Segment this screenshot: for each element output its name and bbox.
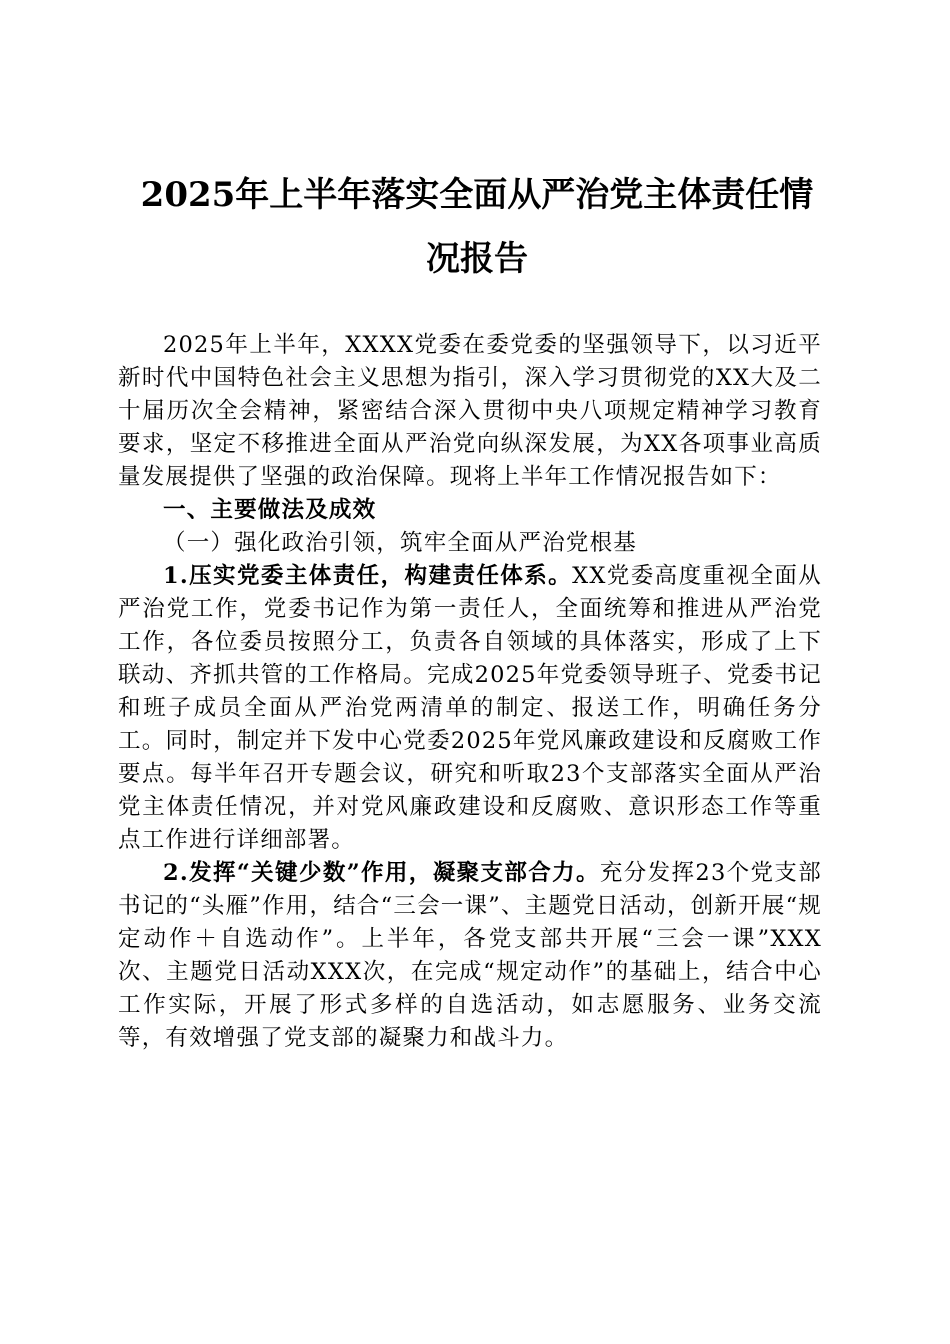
section-heading-1: 一、主要做法及成效 — [163, 497, 377, 523]
intro-paragraph: 2025年上半年，XXXX党委在委党委的坚强领导下，以习近平新时代中国特色社会主义思想为指引，深入学习贯彻党的XX大及二十届历次全会精神，紧密结合深入贯彻中央八项规定精神学习教育要求，坚定不移推进全面从严治党向纵深发展，为XX各项事业高质量发展提供了坚强的政治保障。现将上半年工作情况报告如下： — [118, 332, 822, 490]
document-title-line-1: 2025年上半年落实全面从严治党主体责任情 — [140, 175, 814, 215]
document-body — [118, 329, 822, 1055]
item-2-text: 充分发挥23个党支部书记的“头雁”作用，结合“三会一课”、主题党日活动，创新开展“规定动作＋自选动作”。上半年，各党支部共开展“三会一课”XXX次、主题党日活动XXX次，在完成“规定动作”的基础上，结合中心工作实际，开展了形式多样的自选活动，如志愿服务、业务交流等，有效增强了党支部的凝聚力和战斗力。 — [118, 860, 822, 1051]
item-paragraph-1 — [118, 560, 822, 857]
item-1-text: XX党委高度重视全面从严治党工作，党委书记作为第一责任人，全面统筹和推进从严治党工作，各位委员按照分工，负责各自领域的具体落实，形成了上下联动、齐抓共管的工作格局。完成2025年党委领导班子、党委书记和班子成员全面从严治党两清单的制定、报送工作，明确任务分工。同时，制定并下发中心党委2025年党风廉政建设和反腐败工作要点。每半年召开专题会议，研究和听取23个支部落实全面从严治党主体责任情况，并对党风廉政建设和反腐败、意识形态工作等重点工作进行详细部署。 — [118, 563, 822, 853]
document-title — [118, 165, 822, 289]
item-1-lead: 1.压实党委主体责任，构建责任体系。 — [163, 563, 573, 589]
item-2-lead: 2.发挥“关键少数”作用，凝聚支部合力。 — [163, 860, 600, 886]
item-paragraph-2 — [118, 857, 822, 1055]
subsection-heading-1: （一）强化政治引领，筑牢全面从严治党根基 — [163, 530, 638, 556]
document-title-line-2: 况报告 — [426, 239, 528, 279]
